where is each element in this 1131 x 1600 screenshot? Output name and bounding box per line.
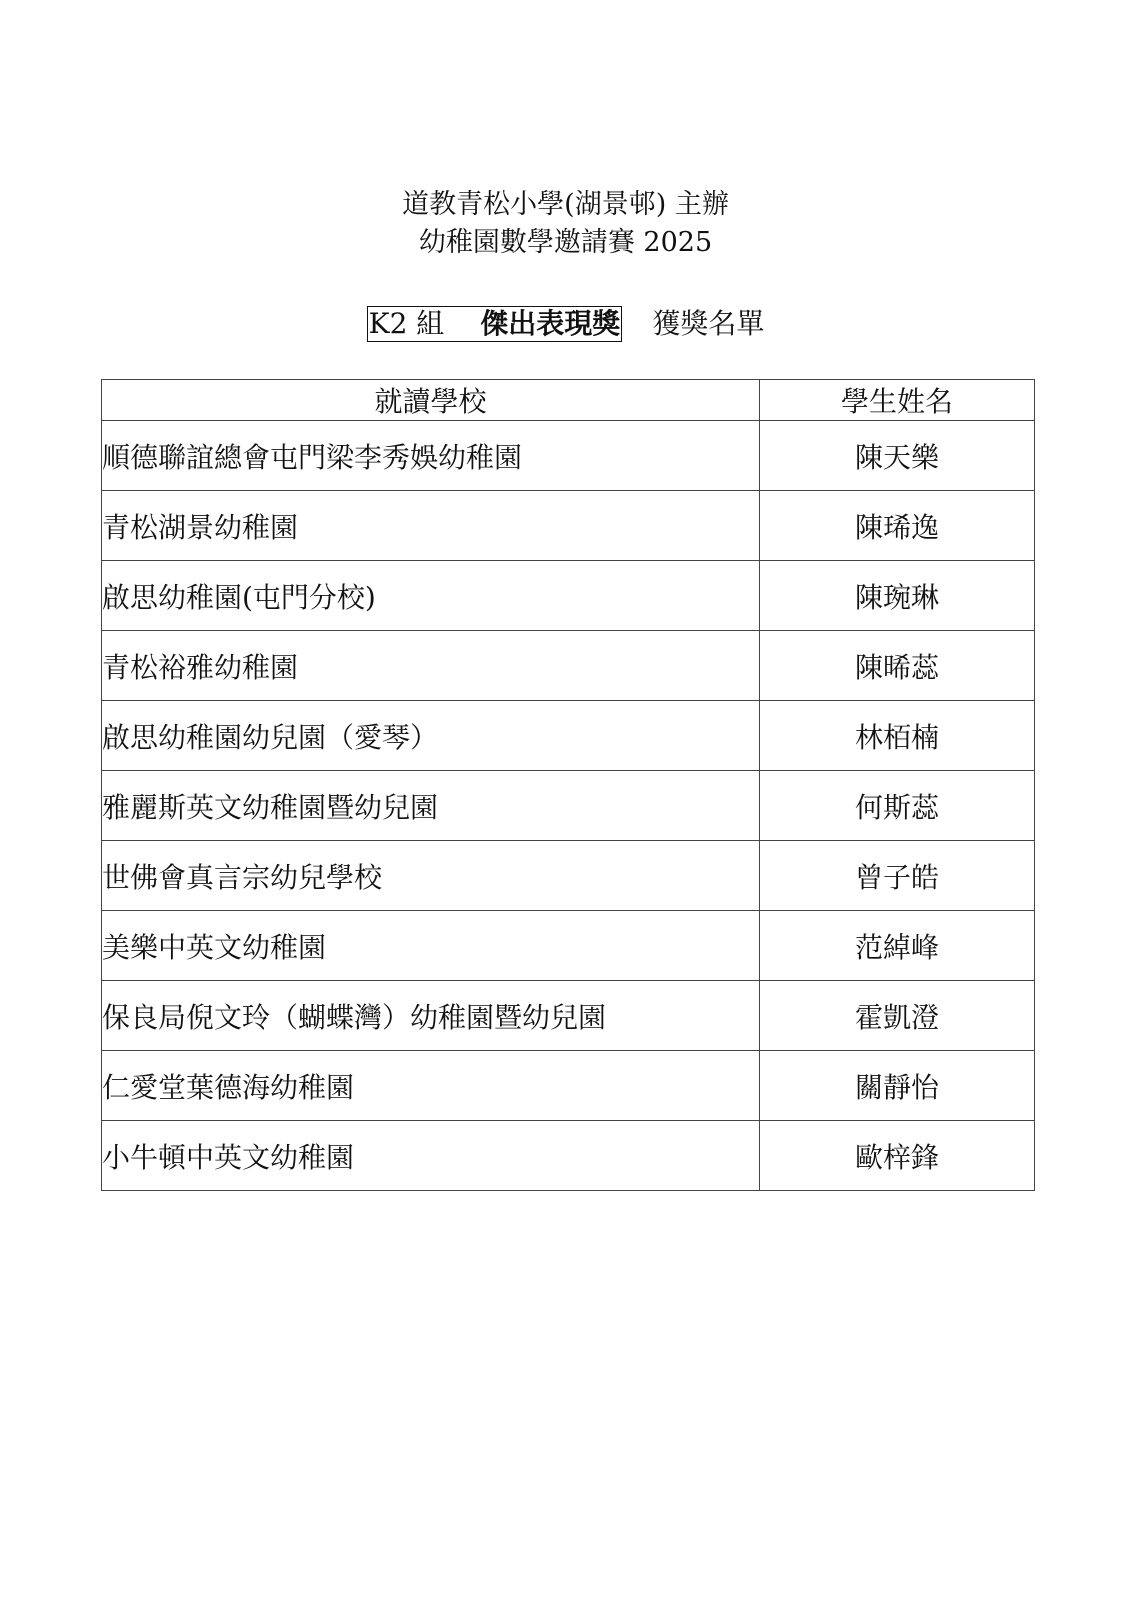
table-row (102, 631, 1035, 701)
school-cell: 雅麗斯英文幼稚園暨幼兒園 (102, 771, 760, 841)
event-title: 幼稚園數學邀請賽 2025 (418, 227, 713, 258)
winners-table (101, 379, 1035, 1191)
table-header-row (102, 380, 1035, 421)
table-row (102, 1121, 1035, 1191)
organizer-line: 道教青松小學(湖景邨) 主辦 (402, 189, 729, 220)
table-row (102, 561, 1035, 631)
student-cell: 陳晞蕊 (760, 631, 1035, 701)
school-cell: 美樂中英文幼稚園 (102, 911, 760, 981)
school-cell: 世佛會真言宗幼兒學校 (102, 841, 760, 911)
student-cell: 陳天樂 (760, 421, 1035, 491)
student-cell: 范綽峰 (760, 911, 1035, 981)
group-label: K2 組 (368, 307, 445, 340)
award-heading (0, 306, 1131, 342)
school-cell: 仁愛堂葉德海幼稚園 (102, 1051, 760, 1121)
table-row (102, 1051, 1035, 1121)
table-row (102, 421, 1035, 491)
table-row (102, 841, 1035, 911)
student-cell: 關靜怡 (760, 1051, 1035, 1121)
student-column-header: 學生姓名 (760, 380, 1035, 421)
school-cell: 啟思幼稚園(屯門分校) (102, 561, 760, 631)
table-row (102, 491, 1035, 561)
school-cell: 小牛頓中英文幼稚園 (102, 1121, 760, 1191)
school-cell: 青松裕雅幼稚園 (102, 631, 760, 701)
student-cell: 陳琋逸 (760, 491, 1035, 561)
list-title: 獲獎名單 (652, 307, 765, 340)
student-cell: 曾子皓 (760, 841, 1035, 911)
student-cell: 霍凱澄 (760, 981, 1035, 1051)
student-cell: 陳琬琳 (760, 561, 1035, 631)
table-row (102, 981, 1035, 1051)
student-cell: 歐梓鋒 (760, 1121, 1035, 1191)
award-box (367, 306, 623, 342)
table-row (102, 911, 1035, 981)
student-cell: 何斯蕊 (760, 771, 1035, 841)
table-row (102, 701, 1035, 771)
document-header (0, 186, 1131, 262)
school-cell: 青松湖景幼稚園 (102, 491, 760, 561)
school-cell: 啟思幼稚園幼兒園（愛琴） (102, 701, 760, 771)
school-cell: 保良局倪文玲（蝴蝶灣）幼稚園暨幼兒園 (102, 981, 760, 1051)
school-column-header: 就讀學校 (102, 380, 760, 421)
school-cell: 順德聯誼總會屯門梁李秀娛幼稚園 (102, 421, 760, 491)
award-name: 傑出表現獎 (480, 307, 621, 340)
student-cell: 林栢楠 (760, 701, 1035, 771)
table-row (102, 771, 1035, 841)
